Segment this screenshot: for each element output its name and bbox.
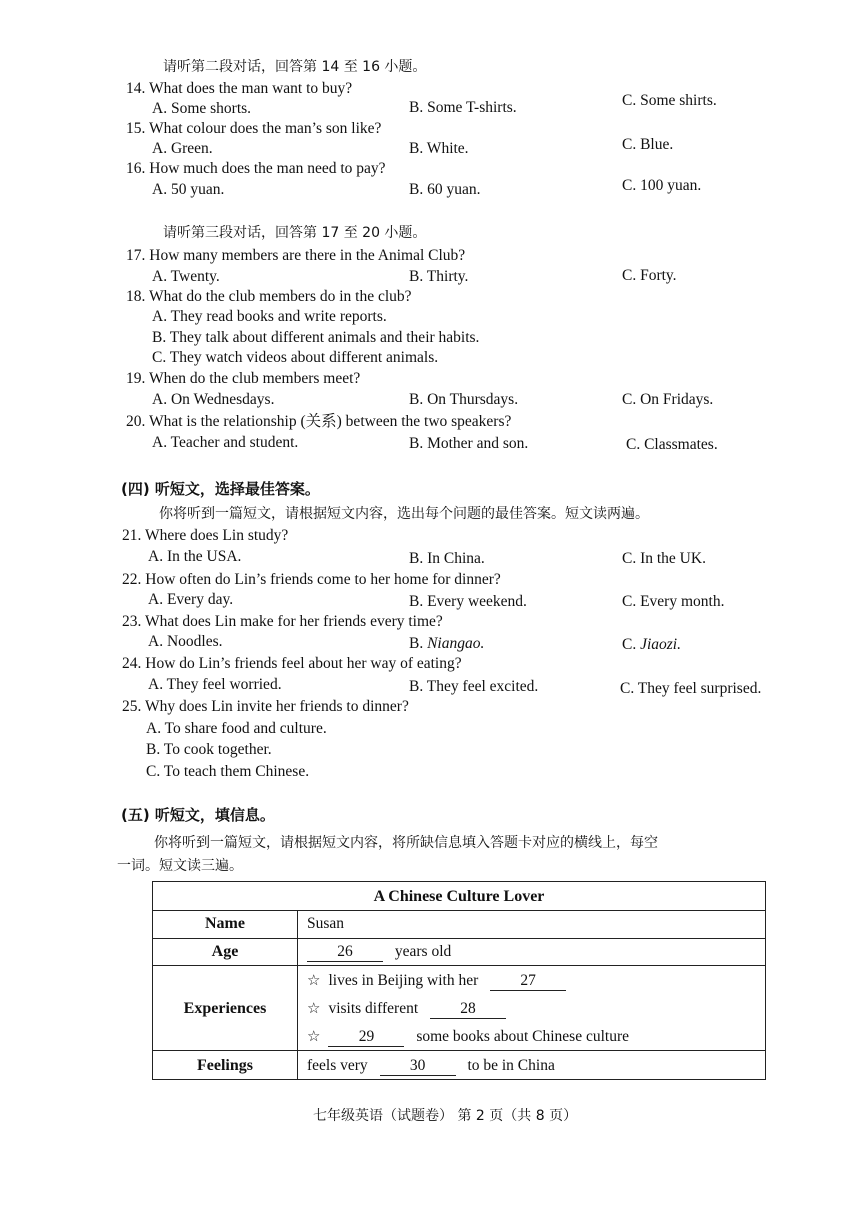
part5-intro-line2: 一词。短文读三遍。 [117,858,243,874]
age-label: Age [211,943,239,960]
q19-option-c: C. On Fridays. [622,391,714,408]
part4-heading: (四) 听短文，选择最佳答案。 [121,480,320,498]
info-table [152,881,766,1080]
q23-option-c: C. Jiaozi. [622,636,681,653]
table-rule [153,910,765,911]
question-22: 22. How often do Lin’s friends come to her home for dinner? [122,571,501,588]
q21-option-a: A. In the USA. [148,548,242,565]
q19-option-a: A. On Wednesdays. [152,391,275,408]
q17-option-c: C. Forty. [622,267,677,284]
question-25: 25. Why does Lin invite her friends to dinner? [122,698,409,715]
q18-option-c: C. They watch videos about different animals. [152,349,439,366]
question-14: 14. What does the man want to buy? [126,80,353,97]
question-21: 21. Where does Lin study? [122,527,289,544]
blank-27[interactable]: 27 [490,973,566,991]
experience-item-2: ☆ visits different 28 [307,1001,506,1019]
question-20: 20. What is the relationship (关系) between the two speakers? [126,413,512,430]
feelings-label: Feelings [197,1057,253,1074]
q24-option-c: C. They feel surprised. [620,680,762,697]
q24-option-a: A. They feel worried. [148,676,282,693]
question-16: 16. How much does the man need to pay? [126,160,386,177]
star-icon: ☆ [307,971,321,989]
q17-option-b: B. Thirty. [409,268,469,285]
q16-option-b: B. 60 yuan. [409,181,481,198]
experience-item-3: ☆ 29 some books about Chinese culture [307,1027,629,1045]
experiences-label: Experiences [183,1000,267,1017]
table-rule [153,938,765,939]
question-23: 23. What does Lin make for her friends every time? [122,613,443,630]
blank-28[interactable]: 28 [430,1001,506,1019]
q14-option-c: C. Some shirts. [622,92,717,109]
q14-option-b: B. Some T-shirts. [409,99,517,116]
q15-option-c: C. Blue. [622,136,674,153]
q21-option-c: C. In the UK. [622,550,706,567]
section2-intro: 请听第二段对话，回答第 14 至 16 小题。 [163,59,427,75]
q18-option-a: A. They read books and write reports. [152,308,387,325]
name-value: Susan [307,915,345,932]
q19-option-b: B. On Thursdays. [409,391,519,408]
part5-heading: (五) 听短文，填信息。 [121,806,275,824]
q15-option-a: A. Green. [152,140,213,157]
blank-30[interactable]: 30 [380,1058,456,1076]
q20-option-c: C. Classmates. [626,436,718,453]
q17-option-a: A. Twenty. [152,268,220,285]
table-column-divider [297,910,298,1079]
blank-29[interactable]: 29 [328,1029,404,1047]
name-label: Name [205,915,245,932]
part5-intro-line1: 你将听到一篇短文，请根据短文内容，将所缺信息填入答题卡对应的横线上，每空 [154,835,658,851]
q23-option-a: A. Noodles. [148,633,223,650]
q20-option-b: B. Mother and son. [409,435,529,452]
page-footer: 七年级英语（试题卷） 第 2 页（共 8 页） [313,1108,578,1124]
age-value: 26 years old [307,944,451,962]
q23-option-b: B. Niangao. [409,635,485,652]
q18-option-b: B. They talk about different animals and their habits. [152,329,480,346]
section3-intro: 请听第三段对话，回答第 17 至 20 小题。 [163,225,427,241]
q16-option-a: A. 50 yuan. [152,181,225,198]
question-24: 24. How do Lin’s friends feel about her way of eating? [122,655,462,672]
question-17: 17. How many members are there in the Animal Club? [126,247,466,264]
q22-option-a: A. Every day. [148,591,234,608]
q25-option-a: A. To share food and culture. [146,720,327,737]
q14-option-a: A. Some shorts. [152,100,252,117]
q24-option-b: B. They feel excited. [409,678,539,695]
table-rule [153,965,765,966]
q16-option-c: C. 100 yuan. [622,177,702,194]
question-19: 19. When do the club members meet? [126,370,361,387]
star-icon: ☆ [307,999,321,1017]
q22-option-c: C. Every month. [622,593,725,610]
experience-item-1: ☆ lives in Beijing with her 27 [307,973,566,991]
star-icon: ☆ [307,1027,321,1045]
feelings-value: feels very 30 to be in China [307,1057,555,1074]
question-18: 18. What do the club members do in the club? [126,288,412,305]
q25-option-c: C. To teach them Chinese. [146,763,310,780]
q25-option-b: B. To cook together. [146,741,272,758]
q21-option-b: B. In China. [409,550,485,567]
part4-intro: 你将听到一篇短文，请根据短文内容，选出每个问题的最佳答案。短文读两遍。 [159,506,649,522]
table-title: A Chinese Culture Lover [373,888,545,905]
question-15: 15. What colour does the man’s son like? [126,120,382,137]
blank-26[interactable]: 26 [307,944,383,962]
q22-option-b: B. Every weekend. [409,593,527,610]
table-rule [153,1050,765,1051]
q20-option-a: A. Teacher and student. [152,434,299,451]
q15-option-b: B. White. [409,140,469,157]
